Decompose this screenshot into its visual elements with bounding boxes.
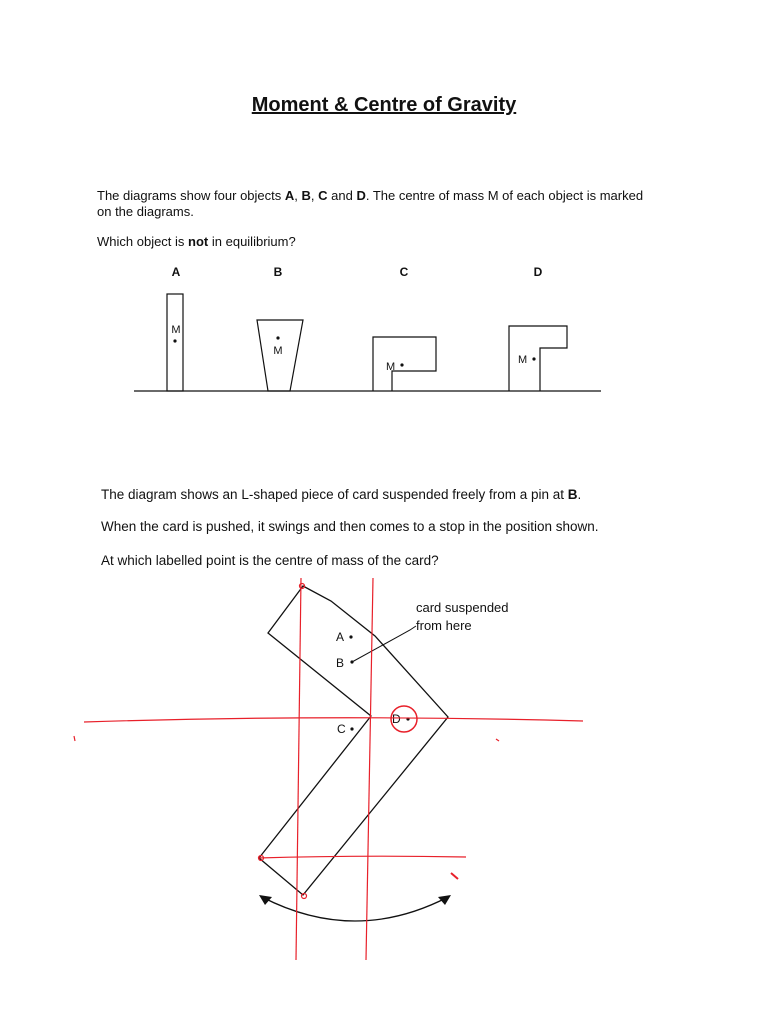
annotation-pointer (352, 626, 416, 662)
red-vertical-line-left (296, 578, 301, 960)
point-label-c: C (337, 722, 346, 736)
object-a-mass-label: M (171, 324, 181, 336)
objects-diagram (134, 265, 601, 391)
point-c-dot (350, 727, 353, 730)
object-label-d: D (533, 265, 543, 279)
point-label-b: B (336, 656, 345, 670)
red-mark-left (74, 736, 75, 741)
annotation-line1: card suspended (416, 600, 509, 615)
red-horizontal-line-bottom (258, 856, 466, 858)
point-a-dot (349, 635, 352, 638)
q1-intro-line1: The diagrams show four objects A, B, C and D. The centre of mass M of each object is marked (97, 188, 644, 203)
object-c-centre-dot (400, 363, 403, 366)
red-vertical-line-right (366, 578, 373, 960)
object-c-shape (373, 337, 436, 391)
q1-question: Which object is not in equilibrium? (97, 234, 296, 249)
point-label-d: D (392, 712, 401, 726)
red-horizontal-line-top (84, 718, 583, 722)
q2-line3: At which labelled point is the centre of mass of the card? (101, 553, 439, 568)
annotation-line2: from here (416, 618, 472, 633)
red-mark-bottom-right (451, 873, 458, 879)
swing-arc (262, 897, 448, 921)
object-a-centre-dot (173, 339, 176, 342)
object-label-b: B (273, 265, 283, 279)
object-c-mass-label: M (386, 361, 396, 373)
object-b-mass-label: M (273, 345, 283, 357)
object-label-a: A (171, 265, 181, 279)
object-label-c: C (399, 265, 409, 279)
q1-intro-line2: on the diagrams. (97, 204, 194, 219)
point-label-a: A (336, 630, 345, 644)
card-diagram (74, 578, 583, 960)
swing-arrow-left-icon (259, 895, 272, 905)
object-d-mass-label: M (518, 354, 528, 366)
object-b-centre-dot (276, 336, 279, 339)
swing-arrow-right-icon (438, 895, 451, 905)
red-mark-right (496, 739, 499, 741)
q2-line1: The diagram shows an L-shaped piece of card suspended freely from a pin at B. (101, 487, 582, 502)
object-d-centre-dot (532, 357, 535, 360)
q2-line2: When the card is pushed, it swings and then comes to a stop in the position shown. (101, 519, 599, 534)
page-title: Moment & Centre of Gravity (251, 94, 517, 116)
